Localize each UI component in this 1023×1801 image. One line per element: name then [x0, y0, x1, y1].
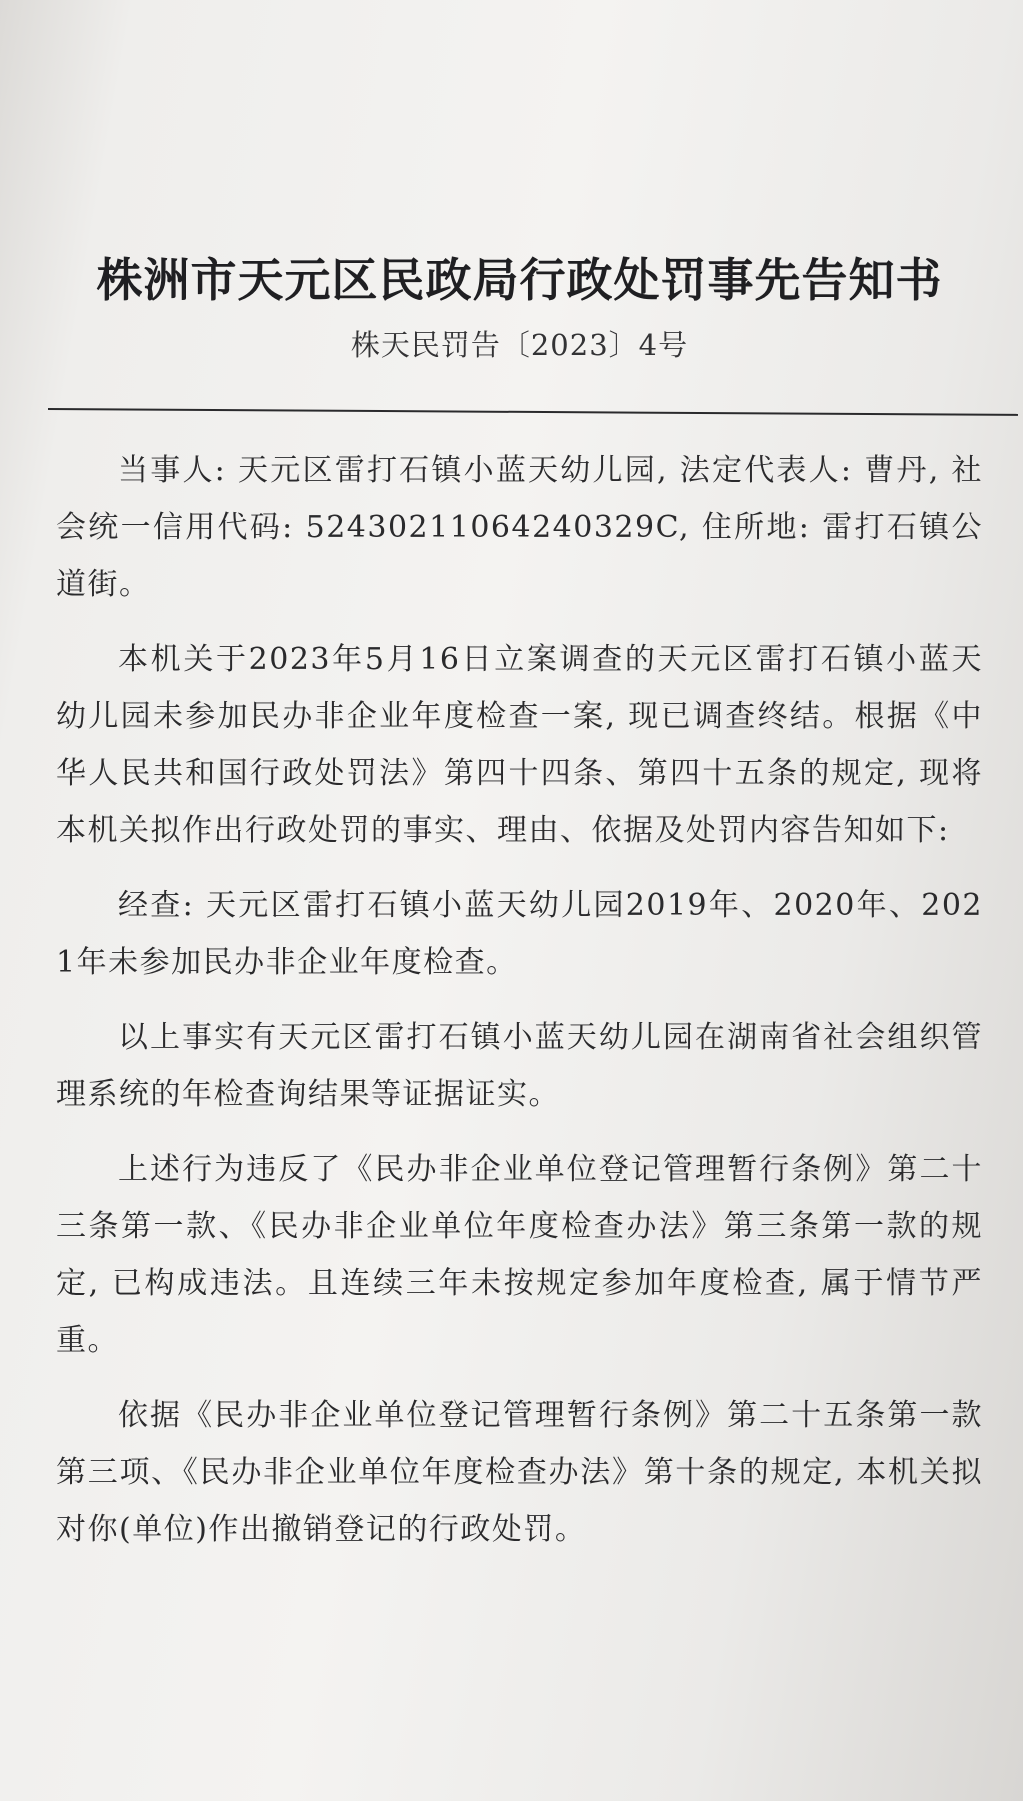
document-body — [56, 442, 983, 1558]
paragraph-findings: 经查: 天元区雷打石镇小蓝天幼儿园2019年、2020年、2021年未参加民办非企业年度检查。 — [56, 888, 983, 980]
paragraph-case-basis: 本机关于2023年5月16日立案调查的天元区雷打石镇小蓝天幼儿园未参加民办非企业年度检查一案, 现已调查终结。根据《中华人民共和国行政处罚法》第四十四条、第四十五条的规定, 现将本机关拟作出行政处罚的事实、理由、依据及处罚内容告知如下: — [56, 642, 983, 848]
paragraph-evidence: 以上事实有天元区雷打石镇小蓝天幼儿园在湖南省社会组织管理系统的年检查询结果等证据证实。 — [56, 1020, 983, 1112]
paragraph-violation: 上述行为违反了《民办非企业单位登记管理暂行条例》第二十三条第一款、《民办非企业单位年度检查办法》第三条第一款的规定, 已构成违法。且连续三年未按规定参加年度检查, 属于情节严重。 — [56, 1152, 983, 1358]
header-divider — [48, 408, 1018, 416]
document-title: 株洲市天元区民政局行政处罚事先告知书 — [96, 253, 943, 307]
paragraph-penalty: 依据《民办非企业单位登记管理暂行条例》第二十五条第一款第三项、《民办非企业单位年度检查办法》第十条的规定, 本机关拟对你(单位)作出撤销登记的行政处罚。 — [56, 1398, 983, 1547]
document — [56, 240, 983, 1576]
paragraph-party: 当事人: 天元区雷打石镇小蓝天幼儿园, 法定代表人: 曹丹, 社会统一信用代码: 52430211064240329C, 住所地: 雷打石镇公道街。 — [56, 453, 983, 602]
document-number: 株天民罚告〔2023〕4号 — [350, 328, 689, 362]
